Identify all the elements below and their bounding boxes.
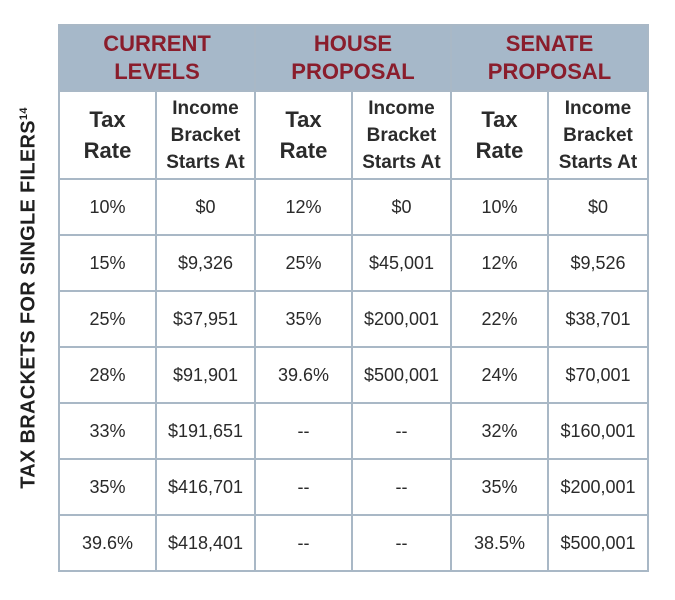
- tax-brackets-table: [58, 24, 649, 572]
- column-header-line: Rate: [83, 138, 132, 163]
- cell-house-rate: --: [255, 403, 352, 459]
- cell-current-bracket: $9,326: [156, 235, 255, 291]
- cell-senate-bracket: $9,526: [548, 235, 648, 291]
- column-header-line: Income: [172, 97, 239, 119]
- column-header-line: Rate: [279, 138, 328, 163]
- cell-house-bracket: --: [352, 459, 451, 515]
- column-header-tax-rate: [59, 91, 156, 179]
- group-header-row: [59, 25, 648, 91]
- column-header-line: Rate: [475, 138, 524, 163]
- group-header-line: PROPOSAL: [487, 59, 612, 84]
- cell-current-rate: 33%: [59, 403, 156, 459]
- column-header-line: Starts At: [362, 151, 441, 173]
- cell-senate-bracket: $500,001: [548, 515, 648, 571]
- column-header-line: Bracket: [563, 124, 633, 146]
- cell-house-bracket: $200,001: [352, 291, 451, 347]
- column-header-income-bracket: [156, 91, 255, 179]
- column-header-line: Income: [564, 97, 632, 119]
- table-row: [59, 403, 648, 459]
- cell-house-rate: 35%: [255, 291, 352, 347]
- cell-house-bracket: $45,001: [352, 235, 451, 291]
- cell-house-bracket: $500,001: [352, 347, 451, 403]
- cell-current-rate: 25%: [59, 291, 156, 347]
- column-header-tax-rate: [451, 91, 548, 179]
- cell-house-rate: 12%: [255, 179, 352, 235]
- cell-house-rate: --: [255, 515, 352, 571]
- group-header-line: LEVELS: [114, 59, 200, 84]
- column-header-row: [59, 91, 648, 179]
- cell-current-rate: 10%: [59, 179, 156, 235]
- cell-senate-rate: 32%: [451, 403, 548, 459]
- cell-senate-rate: 10%: [451, 179, 548, 235]
- cell-current-bracket: $416,701: [156, 459, 255, 515]
- group-header-current: [59, 25, 255, 91]
- group-header-line: SENATE: [505, 31, 594, 56]
- column-header-line: Tax: [89, 107, 126, 132]
- cell-current-bracket: $37,951: [156, 291, 255, 347]
- cell-current-rate: 39.6%: [59, 515, 156, 571]
- table-row: [59, 291, 648, 347]
- column-header-line: Starts At: [558, 151, 638, 173]
- table-row: [59, 347, 648, 403]
- cell-current-rate: 35%: [59, 459, 156, 515]
- column-header-tax-rate: [255, 91, 352, 179]
- group-header-line: PROPOSAL: [291, 59, 415, 84]
- cell-senate-bracket: $200,001: [548, 459, 648, 515]
- group-header-senate: [451, 25, 648, 91]
- table-row: [59, 179, 648, 235]
- column-header-line: Bracket: [170, 124, 241, 146]
- column-header-line: Bracket: [366, 124, 437, 146]
- column-header-line: Tax: [285, 107, 322, 132]
- side-title-text: TAX BRACKETS FOR SINGLE FILERS: [17, 120, 40, 489]
- column-header-income-bracket: [352, 91, 451, 179]
- group-header-line: CURRENT: [103, 31, 211, 56]
- cell-senate-bracket: $38,701: [548, 291, 648, 347]
- table-row: [59, 235, 648, 291]
- side-title: [18, 107, 41, 488]
- cell-current-bracket: $91,901: [156, 347, 255, 403]
- cell-senate-rate: 12%: [451, 235, 548, 291]
- cell-senate-bracket: $0: [548, 179, 648, 235]
- cell-senate-rate: 35%: [451, 459, 548, 515]
- cell-senate-rate: 22%: [451, 291, 548, 347]
- cell-senate-rate: 24%: [451, 347, 548, 403]
- column-header-line: Tax: [481, 107, 518, 132]
- cell-current-bracket: $418,401: [156, 515, 255, 571]
- cell-current-rate: 15%: [59, 235, 156, 291]
- cell-current-bracket: $191,651: [156, 403, 255, 459]
- cell-current-rate: 28%: [59, 347, 156, 403]
- cell-house-rate: 39.6%: [255, 347, 352, 403]
- cell-current-bracket: $0: [156, 179, 255, 235]
- column-header-income-bracket: [548, 91, 648, 179]
- cell-house-rate: 25%: [255, 235, 352, 291]
- group-header-line: HOUSE: [313, 31, 393, 56]
- cell-senate-bracket: $160,001: [548, 403, 648, 459]
- group-header-house: [255, 25, 451, 91]
- cell-senate-bracket: $70,001: [548, 347, 648, 403]
- table-row: [59, 459, 648, 515]
- cell-house-bracket: --: [352, 515, 451, 571]
- cell-senate-rate: 38.5%: [451, 515, 548, 571]
- column-header-line: Income: [368, 97, 435, 119]
- cell-house-rate: --: [255, 459, 352, 515]
- cell-house-bracket: $0: [352, 179, 451, 235]
- column-header-line: Starts At: [166, 151, 245, 173]
- cell-house-bracket: --: [352, 403, 451, 459]
- table-row: [59, 515, 648, 571]
- side-title-footnote: 14: [17, 107, 30, 121]
